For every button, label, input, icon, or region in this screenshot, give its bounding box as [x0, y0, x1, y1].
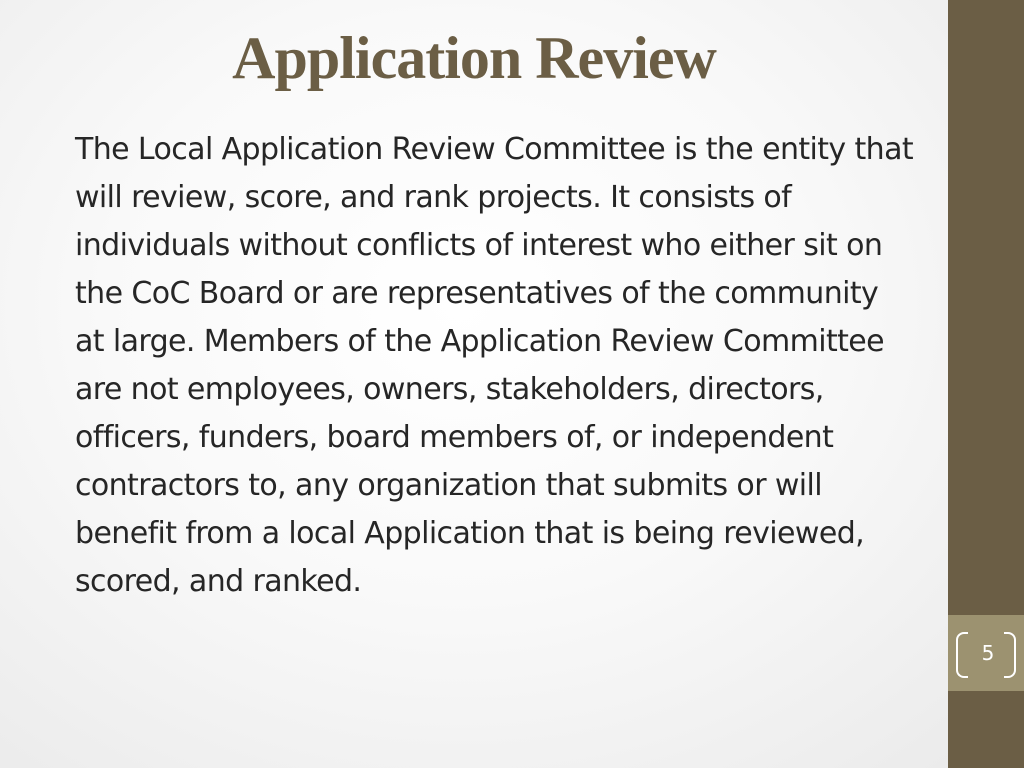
slide-title: Application Review: [232, 25, 716, 91]
slide-body-text: The Local Application Review Committee is the entity that will review, score, and rank projects. It consists of individuals without conflicts of interest who either sit on the CoC Board or are representatives of the community at large. Members of the Application Review Committee are not employees, owners, stakeholders, directors, officers, funders, board members of, or independent contractors to, any organization that submits or will benefit from a local Application that is being reviewed, scored, and ranked.: [75, 132, 914, 599]
page-number: 5: [981, 641, 995, 665]
